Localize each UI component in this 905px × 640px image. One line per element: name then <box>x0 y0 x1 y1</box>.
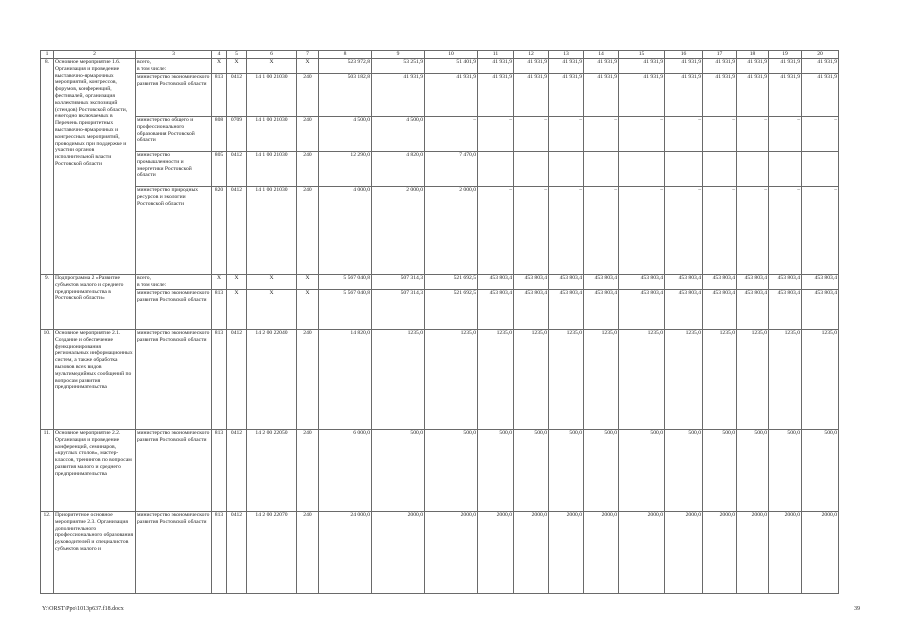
value-cell: 41 931,9 <box>514 74 549 117</box>
executor-cell: министерство экономического развития Ростовской области <box>136 290 212 330</box>
value-cell: 453 803,4 <box>584 275 619 290</box>
value-cell: – <box>802 117 839 152</box>
header-cell: 2 <box>54 51 136 59</box>
value-cell: – <box>769 117 802 152</box>
value-cell: 240 <box>297 152 319 187</box>
value-cell: 1235,0 <box>478 330 514 430</box>
value-cell: 453 803,4 <box>703 290 737 330</box>
value-cell: 2000,0 <box>802 512 839 594</box>
value-cell: 813 <box>212 74 227 117</box>
header-cell: 6 <box>247 51 297 59</box>
table-row <box>41 152 873 187</box>
value-cell: – <box>584 117 619 152</box>
value-cell: 500,0 <box>737 430 769 512</box>
value-cell <box>478 152 514 187</box>
table-row <box>41 430 873 512</box>
value-cell: 24 000,0 <box>319 512 372 594</box>
value-cell: – <box>514 187 549 275</box>
value-cell: Х <box>212 59 227 74</box>
value-cell: – <box>665 117 703 152</box>
header-cell: 17 <box>703 51 737 59</box>
value-cell: Х <box>247 59 297 74</box>
value-cell: 820 <box>212 187 227 275</box>
program-name: Основное мероприятие 2.1. Создание и обеспечение функционирования региональных информационных систем, а также обработка вызовов всех видов мультимедийных сообщений по вопросам развития предпринимательства <box>54 330 136 430</box>
value-cell: 41 931,9 <box>737 74 769 117</box>
value-cell: 521 692,5 <box>425 290 478 330</box>
table-row <box>41 59 873 74</box>
value-cell: 453 803,4 <box>478 275 514 290</box>
value-cell: 41 931,9 <box>478 59 514 74</box>
value-cell: 240 <box>297 512 319 594</box>
value-cell: 521 692,5 <box>425 275 478 290</box>
value-cell: 14 2 00 22050 <box>247 430 297 512</box>
value-cell: 2000,0 <box>737 512 769 594</box>
header-cell: 18 <box>737 51 769 59</box>
value-cell: 453 803,4 <box>802 290 839 330</box>
header-cell: 10 <box>425 51 478 59</box>
value-cell: 500,0 <box>584 430 619 512</box>
header-cell: 5 <box>227 51 247 59</box>
value-cell: 41 931,9 <box>425 74 478 117</box>
value-cell: 1235,0 <box>665 330 703 430</box>
header-cell: 8 <box>319 51 372 59</box>
value-cell <box>665 152 703 187</box>
value-cell: 240 <box>297 74 319 117</box>
value-cell: 2 000,0 <box>372 187 425 275</box>
value-cell <box>802 152 839 187</box>
value-cell: 41 931,9 <box>665 74 703 117</box>
value-cell: 453 803,4 <box>514 275 549 290</box>
budget-table-body <box>41 51 873 594</box>
value-cell: Х <box>212 275 227 290</box>
table-row <box>41 117 873 152</box>
value-cell: – <box>619 117 665 152</box>
value-cell: 453 803,4 <box>514 290 549 330</box>
value-cell: 1235,0 <box>703 330 737 430</box>
row-number: 8. <box>41 59 54 275</box>
value-cell: 2000,0 <box>549 512 584 594</box>
value-cell: Х <box>247 290 297 330</box>
value-cell: 14 1 00 21030 <box>247 152 297 187</box>
value-cell: 453 803,4 <box>665 290 703 330</box>
row-number: 9. <box>41 275 54 330</box>
value-cell: 500,0 <box>703 430 737 512</box>
value-cell <box>514 152 549 187</box>
value-cell: – <box>703 117 737 152</box>
value-cell: 500,0 <box>802 430 839 512</box>
row-number: 12. <box>41 512 54 594</box>
value-cell: 453 803,4 <box>737 275 769 290</box>
value-cell: 507 314,3 <box>372 290 425 330</box>
value-cell: 500,0 <box>425 430 478 512</box>
value-cell: 453 803,4 <box>478 290 514 330</box>
value-cell: 1235,0 <box>372 330 425 430</box>
header-cell: 16 <box>665 51 703 59</box>
value-cell: – <box>425 117 478 152</box>
value-cell: – <box>584 187 619 275</box>
table-row <box>41 74 873 117</box>
value-cell: 453 803,4 <box>549 290 584 330</box>
value-cell: Х <box>297 59 319 74</box>
value-cell: 6 000,0 <box>319 430 372 512</box>
value-cell: 500,0 <box>549 430 584 512</box>
value-cell: 2000,0 <box>478 512 514 594</box>
value-cell: 240 <box>297 430 319 512</box>
value-cell: 240 <box>297 330 319 430</box>
value-cell: 41 931,9 <box>619 74 665 117</box>
value-cell: 14 1 00 21030 <box>247 187 297 275</box>
executor-cell: министерство экономического развития Ростовской области <box>136 430 212 512</box>
executor-cell: министерство промышленности и энергетики Ростовской области <box>136 152 212 187</box>
budget-table <box>40 50 873 594</box>
value-cell: – <box>549 187 584 275</box>
value-cell: 2000,0 <box>425 512 478 594</box>
value-cell: 1235,0 <box>514 330 549 430</box>
value-cell <box>584 152 619 187</box>
value-cell: 0412 <box>227 152 247 187</box>
value-cell: 41 931,9 <box>737 59 769 74</box>
value-cell: – <box>549 117 584 152</box>
value-cell: 813 <box>212 290 227 330</box>
value-cell: 41 931,9 <box>478 74 514 117</box>
value-cell: 4 820,0 <box>372 152 425 187</box>
value-cell: Х <box>297 275 319 290</box>
value-cell: 12 290,0 <box>319 152 372 187</box>
value-cell: – <box>703 187 737 275</box>
value-cell: 453 803,4 <box>584 290 619 330</box>
value-cell <box>703 152 737 187</box>
value-cell: 500,0 <box>619 430 665 512</box>
value-cell: 0709 <box>227 117 247 152</box>
value-cell: 453 803,4 <box>737 290 769 330</box>
header-cell: 1 <box>41 51 54 59</box>
program-name: Приоритетное основное мероприятие 2.3. Организация дополнительного профессионального образования руководителей и специалистов субъектов малого и <box>54 512 136 594</box>
header-cell: 11 <box>478 51 514 59</box>
executor-cell: всего, в том числе: <box>136 59 212 74</box>
footer-file-path: Y:\ORST\Ppo\1013p637.f18.docx <box>42 606 124 612</box>
table-row <box>41 290 873 330</box>
table-row <box>41 275 873 290</box>
value-cell: 453 803,4 <box>549 275 584 290</box>
value-cell: 453 803,4 <box>703 275 737 290</box>
program-name: Подпрограмма 2 «Развитие субъектов малого и среднего предпринимательства в Ростовской области» <box>54 275 136 330</box>
value-cell: 5 567 040,8 <box>319 290 372 330</box>
value-cell: Х <box>227 290 247 330</box>
value-cell: 240 <box>297 187 319 275</box>
header-cell: 19 <box>769 51 802 59</box>
value-cell: 2000,0 <box>514 512 549 594</box>
value-cell <box>549 152 584 187</box>
value-cell: – <box>769 187 802 275</box>
value-cell: 2000,0 <box>703 512 737 594</box>
value-cell: 1235,0 <box>769 330 802 430</box>
value-cell: Х <box>227 59 247 74</box>
value-cell: 2000,0 <box>619 512 665 594</box>
value-cell: Х <box>227 275 247 290</box>
value-cell: 453 803,4 <box>665 275 703 290</box>
row-number: 11. <box>41 430 54 512</box>
value-cell: 500,0 <box>514 430 549 512</box>
value-cell: – <box>619 187 665 275</box>
header-cell: 9 <box>372 51 425 59</box>
value-cell <box>737 152 769 187</box>
value-cell: 41 931,9 <box>802 74 839 117</box>
value-cell: – <box>665 187 703 275</box>
value-cell: – <box>737 187 769 275</box>
value-cell: 813 <box>212 330 227 430</box>
value-cell: 1235,0 <box>737 330 769 430</box>
value-cell: 500,0 <box>665 430 703 512</box>
executor-cell: всего, в том числе: <box>136 275 212 290</box>
value-cell: 500,0 <box>478 430 514 512</box>
value-cell: 453 803,4 <box>619 275 665 290</box>
value-cell: 240 <box>297 117 319 152</box>
value-cell: – <box>478 187 514 275</box>
value-cell: 41 931,9 <box>584 74 619 117</box>
value-cell: 4 000,0 <box>319 187 372 275</box>
value-cell: 41 931,9 <box>514 59 549 74</box>
value-cell: – <box>514 117 549 152</box>
value-cell: 1235,0 <box>802 330 839 430</box>
value-cell: Х <box>297 290 319 330</box>
value-cell: 453 803,4 <box>769 275 802 290</box>
executor-cell: министерство природных ресурсов и экологии Ростовской области <box>136 187 212 275</box>
table-row <box>41 330 873 430</box>
executor-cell: министерство экономического развития Ростовской области <box>136 330 212 430</box>
value-cell: 503 182,8 <box>319 74 372 117</box>
value-cell: 41 931,9 <box>619 59 665 74</box>
value-cell: 41 931,9 <box>703 59 737 74</box>
value-cell: 453 803,4 <box>769 290 802 330</box>
value-cell: 7 470,0 <box>425 152 478 187</box>
value-cell <box>769 152 802 187</box>
value-cell: 14 2 00 22070 <box>247 512 297 594</box>
value-cell: 453 803,4 <box>619 290 665 330</box>
value-cell: 41 931,9 <box>549 74 584 117</box>
value-cell: 1235,0 <box>584 330 619 430</box>
value-cell: 14 2 00 22040 <box>247 330 297 430</box>
value-cell: 523 972,8 <box>319 59 372 74</box>
value-cell: – <box>478 117 514 152</box>
value-cell: 4 500,0 <box>372 117 425 152</box>
value-cell: 500,0 <box>372 430 425 512</box>
value-cell: 51 401,9 <box>425 59 478 74</box>
value-cell: 0412 <box>227 187 247 275</box>
executor-cell: министерство общего и профессионального образования Ростовской области <box>136 117 212 152</box>
program-name: Основное мероприятие 1.6. Организация и проведение выставочно-ярмарочных мероприятий, конгрессов, форумов, конференций, фестивалей, организация коллективных экспозиций (стендов) Ростовской области, ежегодно включаемых в Перечень приоритетных выставочно-ярмарочных и конгрессных мероприятий, проводимых при поддержке и участии органов исполнительной власти Ростовской области <box>54 59 136 275</box>
executor-cell: министерство экономического развития Ростовской области <box>136 74 212 117</box>
header-row <box>41 51 873 59</box>
value-cell: 0412 <box>227 74 247 117</box>
value-cell: 14 1 00 21030 <box>247 74 297 117</box>
executor-cell: министерство экономического развития Ростовской области <box>136 512 212 594</box>
program-name: Основное мероприятие 2.2. Организация и проведение конференций, семинаров, «круглых столов», мастер-классов, тренингов по вопросам развития малого и среднего предпринимательства <box>54 430 136 512</box>
header-cell: 15 <box>619 51 665 59</box>
value-cell: 1235,0 <box>619 330 665 430</box>
value-cell: Х <box>247 275 297 290</box>
value-cell: 53 251,9 <box>372 59 425 74</box>
page-number: 39 <box>854 606 860 612</box>
value-cell: 1235,0 <box>425 330 478 430</box>
header-cell: 20 <box>802 51 839 59</box>
value-cell: 0412 <box>227 330 247 430</box>
value-cell: 2000,0 <box>372 512 425 594</box>
header-cell: 13 <box>549 51 584 59</box>
value-cell: 41 931,9 <box>769 74 802 117</box>
value-cell: 41 931,9 <box>665 59 703 74</box>
value-cell: 2000,0 <box>665 512 703 594</box>
value-cell: 813 <box>212 430 227 512</box>
value-cell: 507 314,3 <box>372 275 425 290</box>
value-cell: 0412 <box>227 512 247 594</box>
header-cell: 4 <box>212 51 227 59</box>
value-cell: 14 1 00 21030 <box>247 117 297 152</box>
value-cell: 2000,0 <box>769 512 802 594</box>
value-cell: 1235,0 <box>549 330 584 430</box>
value-cell: 41 931,9 <box>549 59 584 74</box>
value-cell: 2000,0 <box>584 512 619 594</box>
value-cell: 4 500,0 <box>319 117 372 152</box>
value-cell: – <box>802 187 839 275</box>
value-cell: – <box>737 117 769 152</box>
value-cell: 2 000,0 <box>425 187 478 275</box>
value-cell: 41 931,9 <box>584 59 619 74</box>
value-cell: 5 567 040,8 <box>319 275 372 290</box>
value-cell: 808 <box>212 117 227 152</box>
header-cell: 3 <box>136 51 212 59</box>
value-cell: 0412 <box>227 430 247 512</box>
value-cell: 41 931,9 <box>769 59 802 74</box>
value-cell: 453 803,4 <box>802 275 839 290</box>
row-number: 10. <box>41 330 54 430</box>
table-row <box>41 187 873 275</box>
value-cell: 500,0 <box>769 430 802 512</box>
header-cell: 12 <box>514 51 549 59</box>
value-cell: 41 931,9 <box>372 74 425 117</box>
value-cell: 14 820,0 <box>319 330 372 430</box>
value-cell <box>619 152 665 187</box>
header-cell: 14 <box>584 51 619 59</box>
value-cell: 41 931,9 <box>802 59 839 74</box>
value-cell: 805 <box>212 152 227 187</box>
value-cell: 41 931,9 <box>703 74 737 117</box>
table-row <box>41 512 873 594</box>
header-cell: 7 <box>297 51 319 59</box>
value-cell: 813 <box>212 512 227 594</box>
